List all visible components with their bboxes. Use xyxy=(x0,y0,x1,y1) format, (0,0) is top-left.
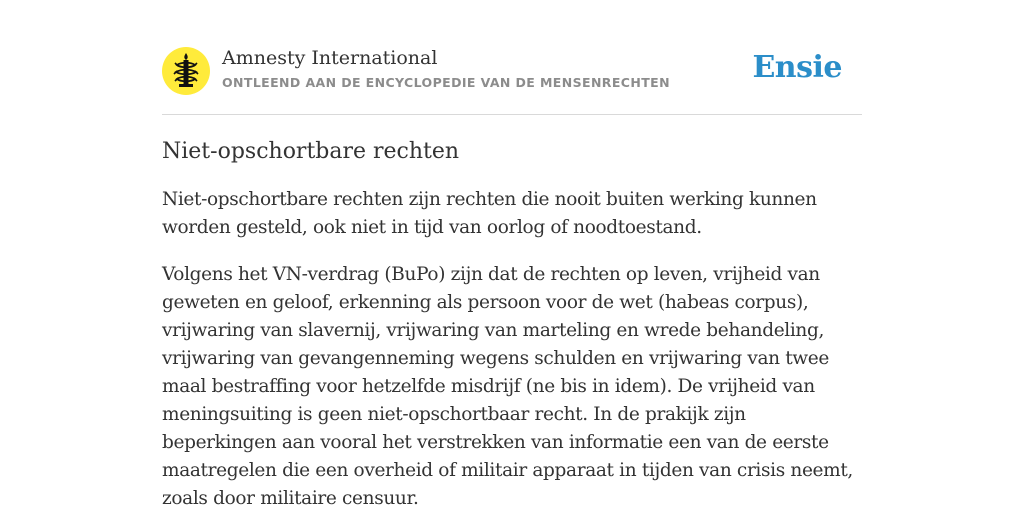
article-paragraph: Volgens het VN-verdrag (BuPo) zijn dat de rechten op leven, vrijheid van geweten en geloof, erkenning als persoon voor de wet (habeas corpus), vrijwaring van slavernij, vrijwaring van marteling en wrede behandeling, vrijwaring van gevangenneming wegens schulden en vrijwaring van twee maal bestraffing voor hetzelfde misdrijf (ne bis in idem). De vrijheid van meningsuiting is geen niet-opschortbaar recht. In de prakijk zijn beperkingen aan vooral het verstrekken van informatie een van de eerste maatregelen die een overheid of militair apparaat in tijden van crisis neemt, zoals door militaire censuur. xyxy=(162,264,853,509)
brand-logo[interactable]: Ensie xyxy=(752,50,842,85)
article-paragraph: Niet-opschortbare rechten zijn rechten die nooit buiten werking kunnen worden gesteld, ook niet in tijd van oorlog of noodtoestand. xyxy=(162,189,817,238)
article-header xyxy=(162,44,862,115)
amnesty-candle-logo-icon xyxy=(162,47,210,95)
article-title: Niet-opschortbare rechten xyxy=(162,139,460,164)
source-name: Amnesty International xyxy=(222,47,438,69)
source-subtitle: ONTLEEND AAN DE ENCYCLOPEDIE VAN DE MENSENRECHTEN xyxy=(222,75,670,90)
article-card xyxy=(162,44,862,512)
